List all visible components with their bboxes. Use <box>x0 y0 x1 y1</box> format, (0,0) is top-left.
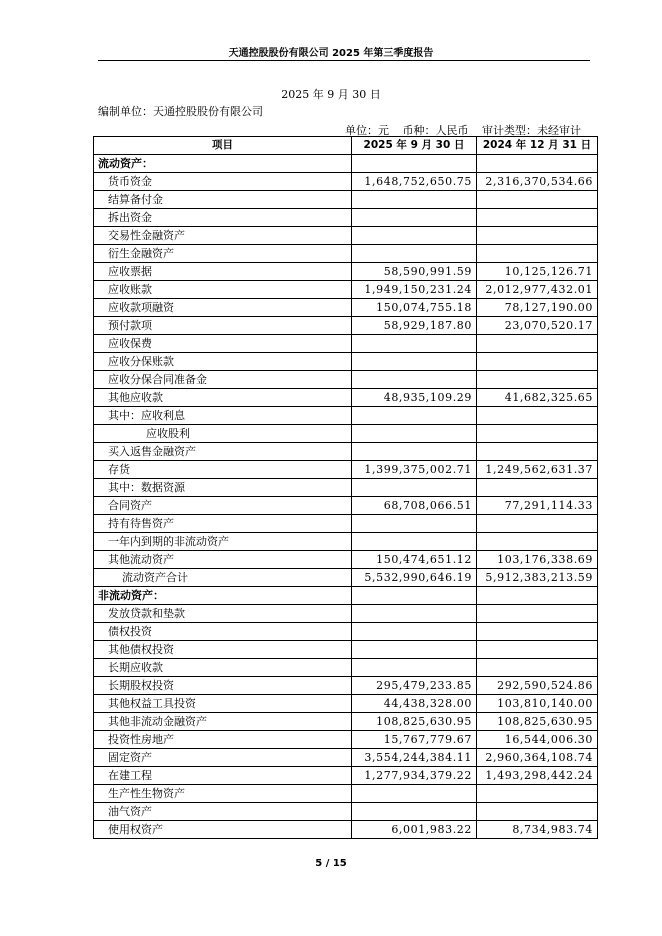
unit-label: 单位：元 <box>345 124 389 137</box>
row-value-current: 1,277,934,379.22 <box>352 767 477 785</box>
row-item-label: 其中：应收利息 <box>94 407 352 425</box>
row-item-label: 应收股利 <box>94 425 352 443</box>
table-row <box>94 227 598 245</box>
row-item-label: 其他应收款 <box>94 389 352 407</box>
row-item-label: 流动资产合计 <box>94 569 352 587</box>
table-row <box>94 749 598 767</box>
row-item-label: 应收票据 <box>94 263 352 281</box>
table-row <box>94 353 598 371</box>
row-item-label: 合同资产 <box>94 497 352 515</box>
row-item-label: 结算备付金 <box>94 191 352 209</box>
row-item-label: 应收款项融资 <box>94 299 352 317</box>
row-value-current <box>352 659 477 677</box>
row-value-current <box>352 245 477 263</box>
row-value-prior <box>477 533 598 551</box>
row-value-current: 1,399,375,002.71 <box>352 461 477 479</box>
row-value-current: 68,708,066.51 <box>352 497 477 515</box>
row-value-prior: 2,960,364,108.74 <box>477 749 598 767</box>
table-row <box>94 425 598 443</box>
row-value-prior: 1,493,298,442.24 <box>477 767 598 785</box>
row-value-current: 1,949,150,231.24 <box>352 281 477 299</box>
row-item-label: 在建工程 <box>94 767 352 785</box>
row-value-current <box>352 407 477 425</box>
row-value-current <box>352 785 477 803</box>
table-row <box>94 731 598 749</box>
row-value-current <box>352 335 477 353</box>
row-value-current: 58,929,187.80 <box>352 317 477 335</box>
table-row <box>94 371 598 389</box>
table-row <box>94 497 598 515</box>
row-value-prior: 41,682,325.65 <box>477 389 598 407</box>
row-value-prior: 103,810,140.00 <box>477 695 598 713</box>
row-value-prior <box>477 605 598 623</box>
row-value-prior: 8,734,983.74 <box>477 821 598 839</box>
row-value-current <box>352 605 477 623</box>
row-value-current: 6,001,983.22 <box>352 821 477 839</box>
table-row <box>94 443 598 461</box>
row-item-label: 非流动资产： <box>94 587 352 605</box>
table-row <box>94 605 598 623</box>
row-item-label: 持有待售资产 <box>94 515 352 533</box>
row-value-prior: 1,249,562,631.37 <box>477 461 598 479</box>
table-row <box>94 281 598 299</box>
currency-label: 币种：人民币 <box>402 124 469 137</box>
row-value-prior <box>477 443 598 461</box>
row-value-prior <box>477 623 598 641</box>
row-value-current: 150,074,755.18 <box>352 299 477 317</box>
row-item-label: 流动资产： <box>94 155 352 173</box>
row-value-prior <box>477 587 598 605</box>
table-row <box>94 389 598 407</box>
row-item-label: 油气资产 <box>94 803 352 821</box>
row-item-label: 其他流动资产 <box>94 551 352 569</box>
row-value-current: 5,532,990,646.19 <box>352 569 477 587</box>
row-value-prior <box>477 371 598 389</box>
row-value-current: 108,825,630.95 <box>352 713 477 731</box>
row-item-label: 其他非流动金融资产 <box>94 713 352 731</box>
table-row <box>94 767 598 785</box>
row-value-current <box>352 533 477 551</box>
row-value-prior <box>477 641 598 659</box>
row-value-current: 58,590,991.59 <box>352 263 477 281</box>
table-row <box>94 263 598 281</box>
row-value-current <box>352 479 477 497</box>
row-item-label: 拆出资金 <box>94 209 352 227</box>
report-header-title: 天通控股股份有限公司 2025 年第三季度报告 <box>228 48 434 59</box>
table-row <box>94 569 598 587</box>
row-item-label: 其他债权投资 <box>94 641 352 659</box>
table-row <box>94 623 598 641</box>
table-row <box>94 695 598 713</box>
row-value-prior: 2,316,370,534.66 <box>477 173 598 191</box>
row-value-prior <box>477 479 598 497</box>
table-row <box>94 713 598 731</box>
table-row <box>94 533 598 551</box>
row-item-label: 衍生金融资产 <box>94 245 352 263</box>
row-item-label: 发放贷款和垫款 <box>94 605 352 623</box>
row-value-prior <box>477 785 598 803</box>
header-divider <box>98 60 590 61</box>
table-row <box>94 461 598 479</box>
row-value-current <box>352 155 477 173</box>
table-row <box>94 659 598 677</box>
row-item-label: 存货 <box>94 461 352 479</box>
row-value-current: 48,935,109.29 <box>352 389 477 407</box>
table-row <box>94 191 598 209</box>
row-value-current <box>352 641 477 659</box>
row-item-label: 其他权益工具投资 <box>94 695 352 713</box>
row-value-prior: 292,590,524.86 <box>477 677 598 695</box>
row-item-label: 预付款项 <box>94 317 352 335</box>
table-row <box>94 407 598 425</box>
row-value-prior: 23,070,520.17 <box>477 317 598 335</box>
table-row <box>94 173 598 191</box>
table-row <box>94 785 598 803</box>
row-value-prior: 5,912,383,213.59 <box>477 569 598 587</box>
table-row <box>94 317 598 335</box>
row-value-current <box>352 587 477 605</box>
row-item-label: 债权投资 <box>94 623 352 641</box>
table-row <box>94 587 598 605</box>
table-row <box>94 803 598 821</box>
table-row <box>94 335 598 353</box>
audit-type-label: 审计类型：未经审计 <box>482 124 581 137</box>
row-value-prior <box>477 155 598 173</box>
row-item-label: 应收账款 <box>94 281 352 299</box>
row-value-prior: 10,125,126.71 <box>477 263 598 281</box>
row-value-prior <box>477 353 598 371</box>
row-item-label: 使用权资产 <box>94 821 352 839</box>
row-value-prior <box>477 209 598 227</box>
row-value-current: 3,554,244,384.11 <box>352 749 477 767</box>
page-number: 5 / 15 <box>315 858 347 869</box>
table-row <box>94 821 598 839</box>
preparer-label: 编制单位：天通控股股份有限公司 <box>98 105 263 118</box>
column-header-current: 2025 年 9 月 30 日 <box>352 137 477 155</box>
row-value-current: 1,648,752,650.75 <box>352 173 477 191</box>
row-value-current <box>352 515 477 533</box>
row-value-prior: 2,012,977,432.01 <box>477 281 598 299</box>
row-value-current <box>352 191 477 209</box>
row-value-current <box>352 803 477 821</box>
row-value-current: 150,474,651.12 <box>352 551 477 569</box>
row-value-prior <box>477 335 598 353</box>
row-value-current <box>352 443 477 461</box>
row-value-prior <box>477 191 598 209</box>
row-item-label: 一年内到期的非流动资产 <box>94 533 352 551</box>
table-row <box>94 299 598 317</box>
balance-sheet-date: 2025 年 9 月 30 日 <box>281 88 381 101</box>
row-item-label: 生产性生物资产 <box>94 785 352 803</box>
row-item-label: 买入返售金融资产 <box>94 443 352 461</box>
table-row <box>94 515 598 533</box>
row-value-prior: 77,291,114.33 <box>477 497 598 515</box>
row-value-current: 295,479,233.85 <box>352 677 477 695</box>
column-header-prior: 2024 年 12 月 31 日 <box>477 137 598 155</box>
table-row <box>94 479 598 497</box>
balance-sheet-table <box>93 136 598 839</box>
row-value-current: 44,438,328.00 <box>352 695 477 713</box>
row-item-label: 其中：数据资源 <box>94 479 352 497</box>
row-value-prior <box>477 245 598 263</box>
row-value-prior <box>477 407 598 425</box>
row-value-prior <box>477 515 598 533</box>
row-item-label: 货币资金 <box>94 173 352 191</box>
row-value-current <box>352 209 477 227</box>
row-value-current: 15,767,779.67 <box>352 731 477 749</box>
row-item-label: 应收保费 <box>94 335 352 353</box>
table-row <box>94 677 598 695</box>
row-value-prior: 103,176,338.69 <box>477 551 598 569</box>
table-row <box>94 641 598 659</box>
row-item-label: 交易性金融资产 <box>94 227 352 245</box>
row-value-prior <box>477 227 598 245</box>
table-row <box>94 551 598 569</box>
row-value-prior <box>477 659 598 677</box>
table-row <box>94 209 598 227</box>
row-item-label: 固定资产 <box>94 749 352 767</box>
table-header-row <box>94 137 598 155</box>
row-item-label: 应收分保合同准备金 <box>94 371 352 389</box>
row-value-current <box>352 353 477 371</box>
row-value-prior: 16,544,006.30 <box>477 731 598 749</box>
table-row <box>94 245 598 263</box>
row-value-prior <box>477 425 598 443</box>
row-value-current <box>352 371 477 389</box>
row-value-current <box>352 227 477 245</box>
row-value-prior <box>477 803 598 821</box>
row-value-prior: 78,127,190.00 <box>477 299 598 317</box>
row-item-label: 长期应收款 <box>94 659 352 677</box>
row-item-label: 长期股权投资 <box>94 677 352 695</box>
row-item-label: 投资性房地产 <box>94 731 352 749</box>
row-value-current <box>352 425 477 443</box>
table-row <box>94 155 598 173</box>
row-item-label: 应收分保账款 <box>94 353 352 371</box>
column-header-item: 项目 <box>94 137 352 155</box>
row-value-current <box>352 623 477 641</box>
row-value-prior: 108,825,630.95 <box>477 713 598 731</box>
